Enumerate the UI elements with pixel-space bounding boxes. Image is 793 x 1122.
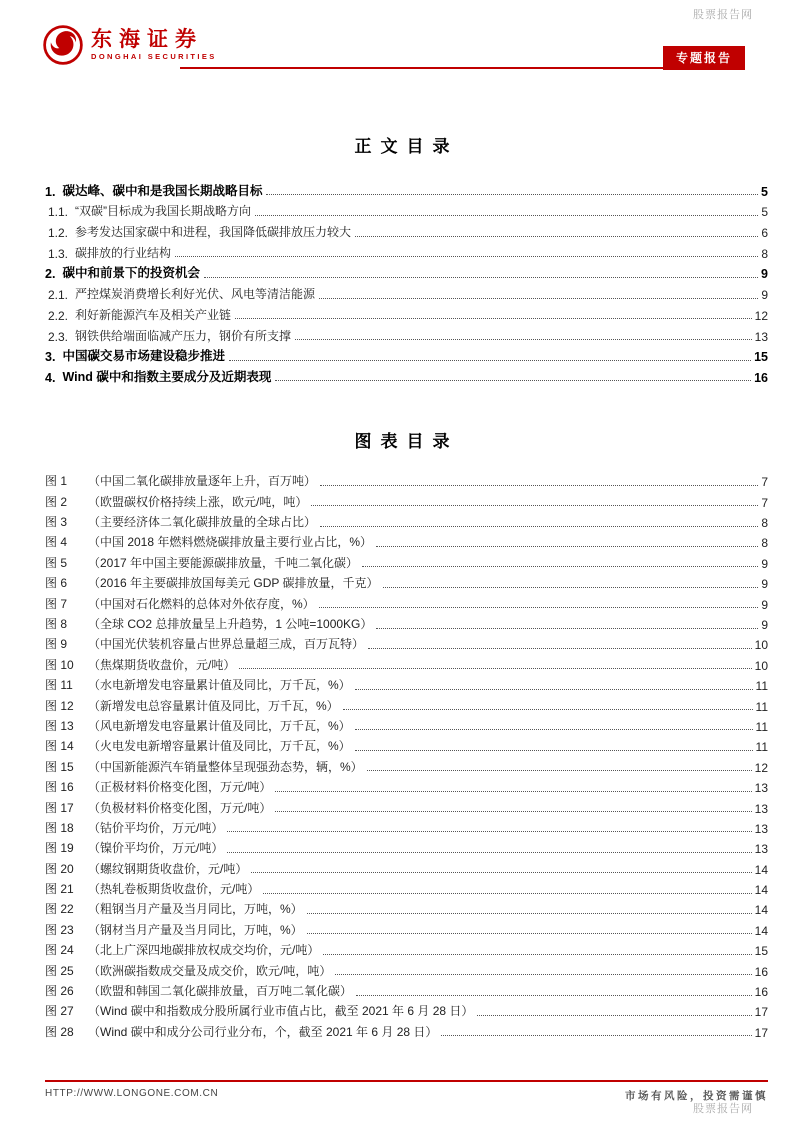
toc-item-label: “双碳”目标成为我国长期战略方向 [75,204,252,219]
figure-item[interactable] [45,816,768,836]
figure-leader-dots [355,729,753,730]
figure-page-number: 17 [754,1025,768,1040]
toc-page-number: 16 [754,370,768,385]
toc-item-label: 碳中和前景下的投资机会 [62,266,200,281]
figure-item-label: （欧洲碳指数成交量及成交价，欧元/吨，吨） [88,963,332,978]
toc-item-label: 碳排放的行业结构 [75,245,172,260]
figure-item[interactable] [45,938,768,958]
figure-item-number: 图 28 [45,1024,74,1039]
figure-item-number: 图 14 [45,739,74,754]
toc-leader-dots [355,236,758,237]
figure-item[interactable] [45,510,768,530]
figure-page-number: 13 [754,801,768,816]
figure-item-number: 图 4 [45,535,68,550]
figure-item[interactable] [45,489,768,509]
figure-leader-dots [477,1015,751,1016]
figure-item[interactable] [45,571,768,591]
toc-list [45,178,768,385]
figure-item-number: 图 10 [45,657,74,672]
figure-item-number: 图 23 [45,922,74,937]
watermark-top: 股票报告网 [693,9,753,21]
toc-item[interactable] [45,302,768,323]
figure-page-number: 16 [754,985,768,1000]
figure-item[interactable] [45,917,768,937]
figure-item-number: 图 18 [45,820,74,835]
toc-leader-dots [255,215,758,216]
figure-item[interactable] [45,897,768,917]
donghai-securities-logo-icon [42,24,84,66]
toc-page-number: 13 [754,329,768,344]
toc-item-number: 2. [45,267,56,282]
figure-item[interactable] [45,632,768,652]
figure-item-label: （中国光伏装机容量占世界总量超三成，百万瓦特） [88,637,365,652]
figure-item-label: （火电发电新增容量累计值及同比，万千瓦，%） [88,739,351,754]
toc-page-number: 5 [761,184,768,199]
figure-page-number: 9 [761,577,768,592]
figure-item-number: 图 13 [45,718,74,733]
figure-item-label: （2016 年主要碳排放国每美元 GDP 碳排放量，千克） [88,576,379,591]
toc-item-label: 碳达峰、碳中和是我国长期战略目标 [62,183,263,198]
figure-page-number: 9 [761,597,768,612]
figure-leader-dots [307,913,752,914]
figure-leader-dots [227,831,751,832]
figure-item-label: （螺纹钢期货收盘价，元/吨） [88,861,248,876]
figure-item-number: 图 9 [45,637,68,652]
header-divider [180,67,745,69]
figure-page-number: 14 [754,862,768,877]
toc-item-label: 严控煤炭消费增长利好光伏、风电等清洁能源 [75,287,316,302]
company-name-cn: 东海证券 [91,28,203,51]
figure-page-number: 13 [754,781,768,796]
toc-item-number: 3. [45,350,56,365]
toc-item-label: 钢铁供给端面临减产压力，钢价有所支撑 [75,328,292,343]
figure-item-number: 图 25 [45,963,74,978]
figure-page-number: 14 [754,923,768,938]
toc-leader-dots [175,256,758,257]
figure-page-number: 9 [761,556,768,571]
figure-item-label: （钢材当月产量及当月同比，万吨，%） [88,922,303,937]
figure-item-number: 图 19 [45,841,74,856]
figures-section [45,431,768,1040]
figure-leader-dots [275,811,751,812]
toc-leader-dots [319,298,758,299]
toc-leader-dots [229,360,751,361]
figure-leader-dots [362,566,758,567]
figure-page-number: 11 [755,740,768,755]
figure-item-label: （水电新增发电容量累计值及同比，万千瓦，%） [88,678,351,693]
report-type-badge: 专题报告 [663,46,745,70]
toc-item-number: 2.1. [48,288,69,303]
figure-page-number: 7 [761,495,768,510]
figure-item-label: （钴价平均价，万元/吨） [88,820,224,835]
figure-item-label: （中国二氧化碳排放量逐年上升，百万吨） [88,474,317,489]
figure-item-label: （粗钢当月产量及当月同比，万吨，%） [88,902,303,917]
figure-item-label: （镍价平均价，万元/吨） [88,841,224,856]
toc-item-number: 4. [45,370,56,385]
figure-page-number: 11 [755,699,768,714]
figure-item-label: （中国对石化燃料的总体对外依存度，%） [88,596,315,611]
figure-page-number: 13 [754,821,768,836]
figure-item[interactable] [45,856,768,876]
figure-item-number: 图 17 [45,800,74,815]
figures-title: 图表目录 [354,431,459,451]
toc-item[interactable] [45,240,768,261]
figure-item-number: 图 6 [45,576,68,591]
figure-leader-dots [275,791,751,792]
figure-item-label: （中国 2018 年燃料燃烧碳排放量主要行业占比，%） [88,535,373,550]
figure-item-number: 图 3 [45,515,68,530]
toc-item[interactable] [45,219,768,240]
figure-item-number: 图 5 [45,555,68,570]
toc-leader-dots [204,277,758,278]
figure-item[interactable] [45,836,768,856]
figure-item-number: 图 26 [45,984,74,999]
figure-page-number: 9 [761,618,768,632]
figure-page-number: 14 [754,903,768,918]
figure-page-number: 13 [754,842,768,857]
figure-page-number: 10 [754,658,768,673]
figure-leader-dots [311,505,758,506]
figure-leader-dots [383,587,759,588]
figure-leader-dots [355,750,753,751]
figure-item-label: （全球 CO2 总排放量呈上升趋势，1 公吨=1000KG） [88,617,373,631]
figure-page-number: 7 [761,475,768,490]
figure-item-number: 图 22 [45,902,74,917]
toc-item-number: 1.3. [48,246,69,261]
figure-item[interactable] [45,979,768,999]
figure-item-number: 图 7 [45,596,68,611]
figure-item[interactable] [45,999,768,1019]
toc-item-label: Wind 碳中和指数主要成分及近期表现 [62,369,272,384]
toc-item-number: 1. [45,184,56,199]
figure-leader-dots [307,933,752,934]
figure-leader-dots [251,872,751,873]
figure-page-number: 8 [761,536,768,551]
toc-page-number: 6 [761,226,768,241]
figure-item[interactable] [45,673,768,693]
toc-page-number: 15 [754,350,768,365]
figure-page-number: 11 [755,679,768,694]
figure-item-number: 图 1 [45,474,68,489]
figure-item-label: （新增发电总容量累计值及同比，万千瓦，%） [88,698,339,713]
figure-leader-dots [239,668,751,669]
figure-leader-dots [441,1035,751,1036]
figure-item-number: 图 27 [45,1004,74,1019]
toc-page-number: 9 [761,288,768,303]
toc-item-number: 2.3. [48,329,69,344]
figure-leader-dots [320,485,758,486]
figure-leader-dots [376,546,758,547]
footer-url[interactable]: HTTP://WWW.LONGONE.COM.CN [45,1088,219,1099]
toc-item[interactable] [45,261,768,282]
figure-item-number: 图 15 [45,759,74,774]
figure-item-number: 图 24 [45,943,74,958]
toc-item[interactable] [45,364,768,385]
figure-item-label: （Wind 碳中和指数成分股所属行业市值占比，截至 2021 年 6 月 28 日） [88,1004,474,1019]
figure-leader-dots [263,893,751,894]
toc-item-label: 中国碳交易市场建设稳步推进 [62,349,225,364]
toc-item[interactable] [45,281,768,302]
figure-item-label: （焦煤期货收盘价，元/吨） [88,657,236,672]
figure-page-number: 16 [754,964,768,979]
figure-item[interactable] [45,754,768,774]
figure-item[interactable] [45,795,768,815]
figure-item-label: （正极材料价格变化图，万元/吨） [88,780,272,795]
toc-item-number: 1.2. [48,226,69,241]
figure-page-number: 17 [754,1005,768,1020]
toc-page-number: 8 [761,246,768,261]
figure-item[interactable] [45,693,768,713]
figure-item[interactable] [45,734,768,754]
figure-item[interactable] [45,469,768,489]
page-header [42,24,748,74]
figure-item-label: （热轧卷板期货收盘价，元/吨） [88,882,260,897]
toc-item-label: 参考发达国家碳中和进程，我国降低碳排放压力较大 [75,225,352,240]
figure-leader-dots [323,954,751,955]
figure-page-number: 12 [754,760,768,775]
toc-item[interactable] [45,344,768,365]
figure-item-number: 图 20 [45,861,74,876]
figure-item[interactable] [45,958,768,978]
figure-item-label: （风电新增发电容量累计值及同比，万千瓦，%） [88,718,351,733]
figure-leader-dots [227,852,751,853]
company-name [91,28,217,62]
toc-page-number: 5 [761,205,768,220]
figures-list [45,469,768,1040]
company-logo [42,24,748,66]
figure-item-number: 图 8 [45,617,68,631]
toc-item-label: 利好新能源汽车及相关产业链 [75,307,232,322]
figure-item-label: （欧盟和韩国二氧化碳排放量，百万吨二氧化碳） [88,984,353,999]
toc-page-number: 9 [761,267,768,282]
toc-item-number: 1.1. [48,205,69,220]
page-content [45,136,768,1040]
figure-leader-dots [319,607,759,608]
figure-leader-dots [367,770,752,771]
toc-leader-dots [266,194,758,195]
toc-page-number: 12 [754,308,768,323]
figure-leader-dots [355,689,753,690]
footer-disclaimer: 市场有风险，投资需谨慎 [625,1090,768,1102]
figure-item-label: （北上广深四地碳排放权成交均价，元/吨） [88,943,320,958]
figure-leader-dots [343,709,753,710]
figure-item-number: 图 2 [45,494,68,509]
figure-leader-dots [368,648,752,649]
figure-item-label: （中国新能源汽车销量整体呈现强劲态势，辆，%） [88,759,363,774]
figure-item[interactable] [45,591,768,611]
figure-leader-dots [335,974,751,975]
figure-item-number: 图 11 [45,678,73,693]
figure-page-number: 10 [754,638,768,653]
figure-leader-dots [376,628,758,629]
figure-item[interactable] [45,550,768,570]
figure-item[interactable] [45,652,768,672]
figure-leader-dots [320,526,758,527]
toc-leader-dots [295,339,752,340]
toc-item[interactable] [45,199,768,220]
figure-item-number: 图 21 [45,882,74,897]
figure-item-label: （欧盟碳权价格持续上涨，欧元/吨，吨） [88,494,308,509]
figure-page-number: 11 [755,719,768,734]
figure-page-number: 8 [761,516,768,531]
toc-item[interactable] [45,323,768,344]
figure-item-number: 图 12 [45,698,74,713]
figure-page-number: 14 [754,883,768,898]
toc-item[interactable] [45,178,768,199]
toc-item-number: 2.2. [48,308,69,323]
figure-item[interactable] [45,714,768,734]
toc-title: 正文目录 [354,137,459,156]
figure-item-label: （Wind 碳中和成分公司行业分布，个，截至 2021 年 6 月 28 日） [88,1024,438,1039]
figure-page-number: 15 [754,944,768,959]
figure-item[interactable] [45,612,768,632]
company-name-en: DONGHAI SECURITIES [91,52,217,61]
figure-item[interactable] [45,530,768,550]
toc-leader-dots [275,380,751,381]
figure-item-label: （主要经济体二氧化碳排放量的全球占比） [88,515,317,530]
toc-leader-dots [235,318,752,319]
footer-divider [45,1080,768,1082]
figure-item[interactable] [45,1019,768,1039]
figure-item-label: （2017 年中国主要能源碳排放量，千吨二氧化碳） [88,555,359,570]
figure-item-label: （负极材料价格变化图，万元/吨） [88,800,272,815]
figure-leader-dots [356,995,752,996]
figure-item[interactable] [45,877,768,897]
watermark-bottom: 股票报告网 [693,1103,753,1115]
figure-item-number: 图 16 [45,780,74,795]
figure-item[interactable] [45,775,768,795]
